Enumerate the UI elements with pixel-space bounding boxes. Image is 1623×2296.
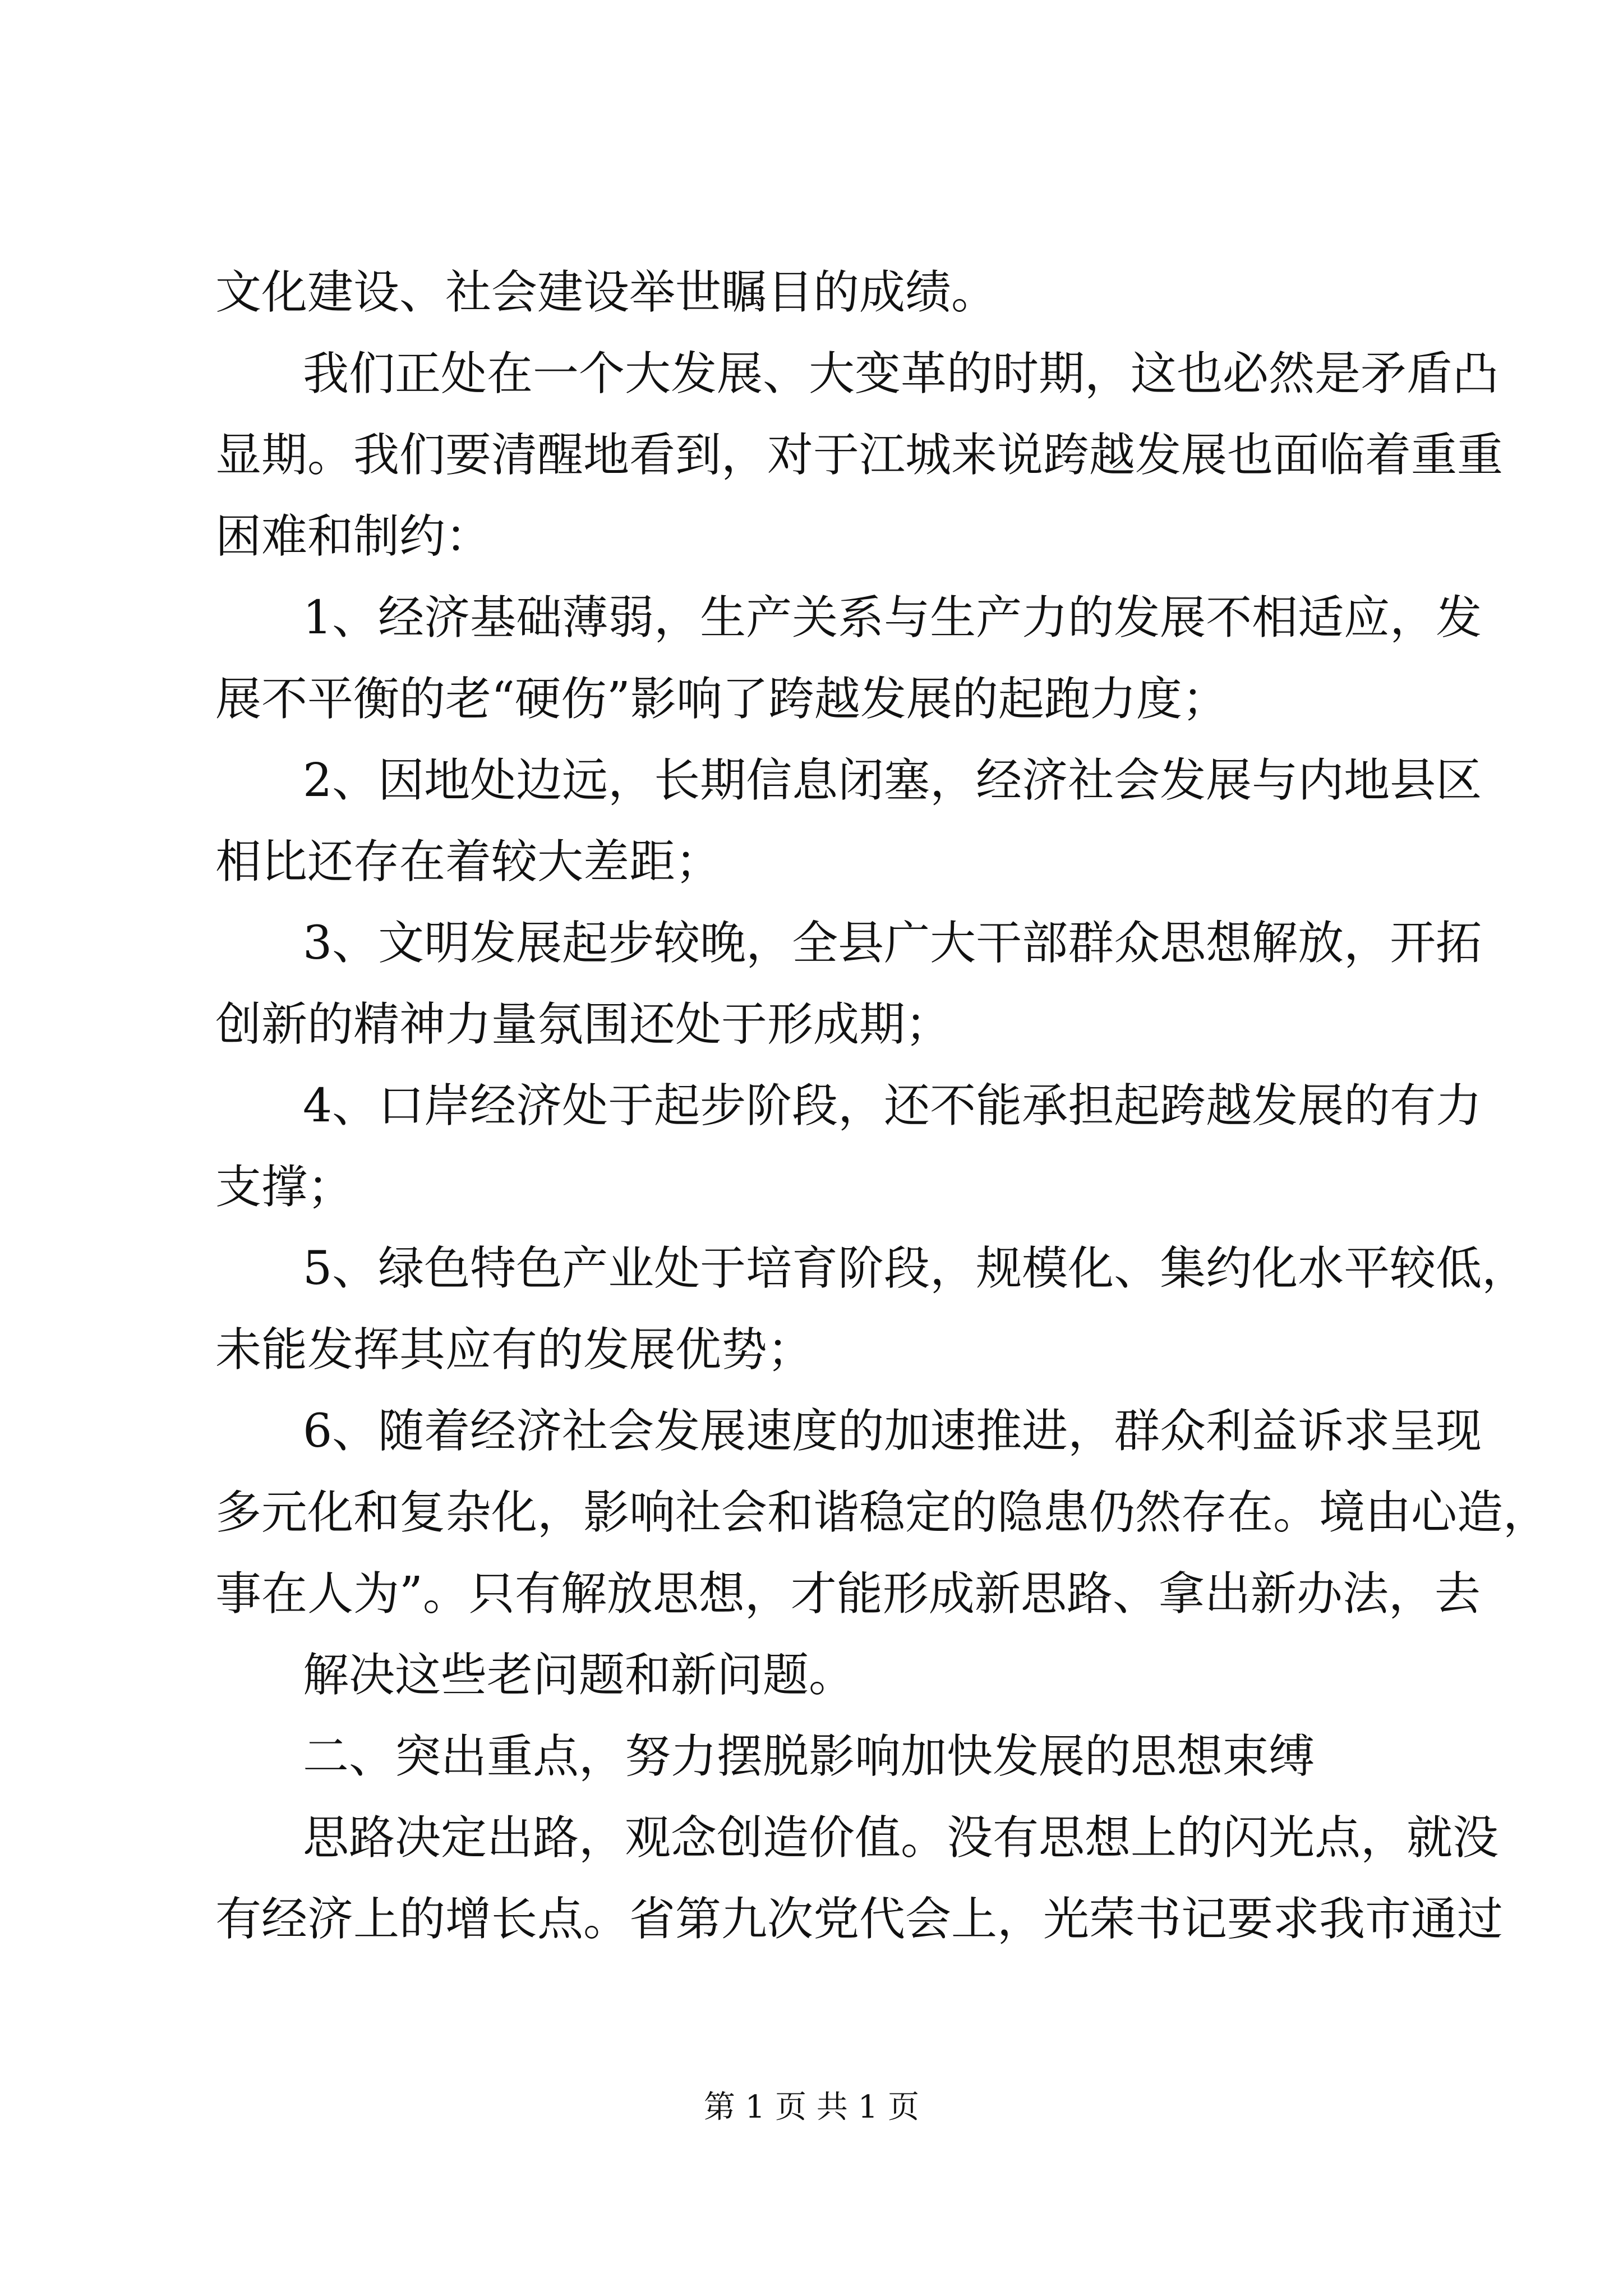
text-line: 展不平衡的老“硬伤”影响了跨越发展的起跑力度；	[215, 673, 1228, 726]
text-line: 思路决定出路，观念创造价值。没有思想上的闪光点，就没	[303, 1811, 1499, 1865]
text-line: 事在人为”。只有解放思想，才能形成新思路、拿出新办法，去	[215, 1567, 1481, 1621]
text-line: 文化建设、社会建设举世瞩目的成绩。	[215, 266, 998, 319]
text-line: 解决这些老问题和新问题。	[303, 1649, 855, 1702]
text-line: 未能发挥其应有的发展优势；	[215, 1323, 814, 1377]
text-line: 支撑；	[215, 1161, 354, 1214]
text-line: 显期。我们要清醒地看到，对于江城来说跨越发展也面临着重重	[215, 429, 1504, 482]
text-line: 5、绿色特色产业处于培育阶段，规模化、集约化水平较低，	[303, 1242, 1528, 1295]
text-line: 相比还存在着较大差距；	[215, 835, 722, 889]
text-line: 我们正处在一个大发展、大变革的时期，这也必然是矛盾凸	[303, 347, 1499, 401]
text-line: 1、经济基础薄弱，生产关系与生产力的发展不相适应，发	[303, 591, 1482, 645]
text-line: 创新的精神力量氛围还处于形成期；	[215, 998, 952, 1051]
text-line: 困难和制约：	[215, 510, 492, 563]
text-line: 多元化和复杂化，影响社会和谐稳定的隐患仍然存在。境由心造，	[215, 1486, 1550, 1539]
text-line: 3、文明发展起步较晚，全县广大干部群众思想解放，开拓	[303, 917, 1482, 970]
text-line: 2、因地处边远，长期信息闭塞，经济社会发展与内地县区	[303, 754, 1482, 807]
text-line: 6、随着经济社会发展速度的加速推进，群众利益诉求呈现	[303, 1405, 1482, 1458]
section-heading: 二、突出重点，努力摆脱影响加快发展的思想束缚	[303, 1730, 1315, 1783]
page-number-footer: 第 1 页 共 1 页	[703, 2089, 920, 2125]
text-line: 有经济上的增长点。省第九次党代会上，光荣书记要求我市通过	[215, 1893, 1504, 1946]
text-line: 4、口岸经济处于起步阶段，还不能承担起跨越发展的有力	[303, 1079, 1482, 1133]
